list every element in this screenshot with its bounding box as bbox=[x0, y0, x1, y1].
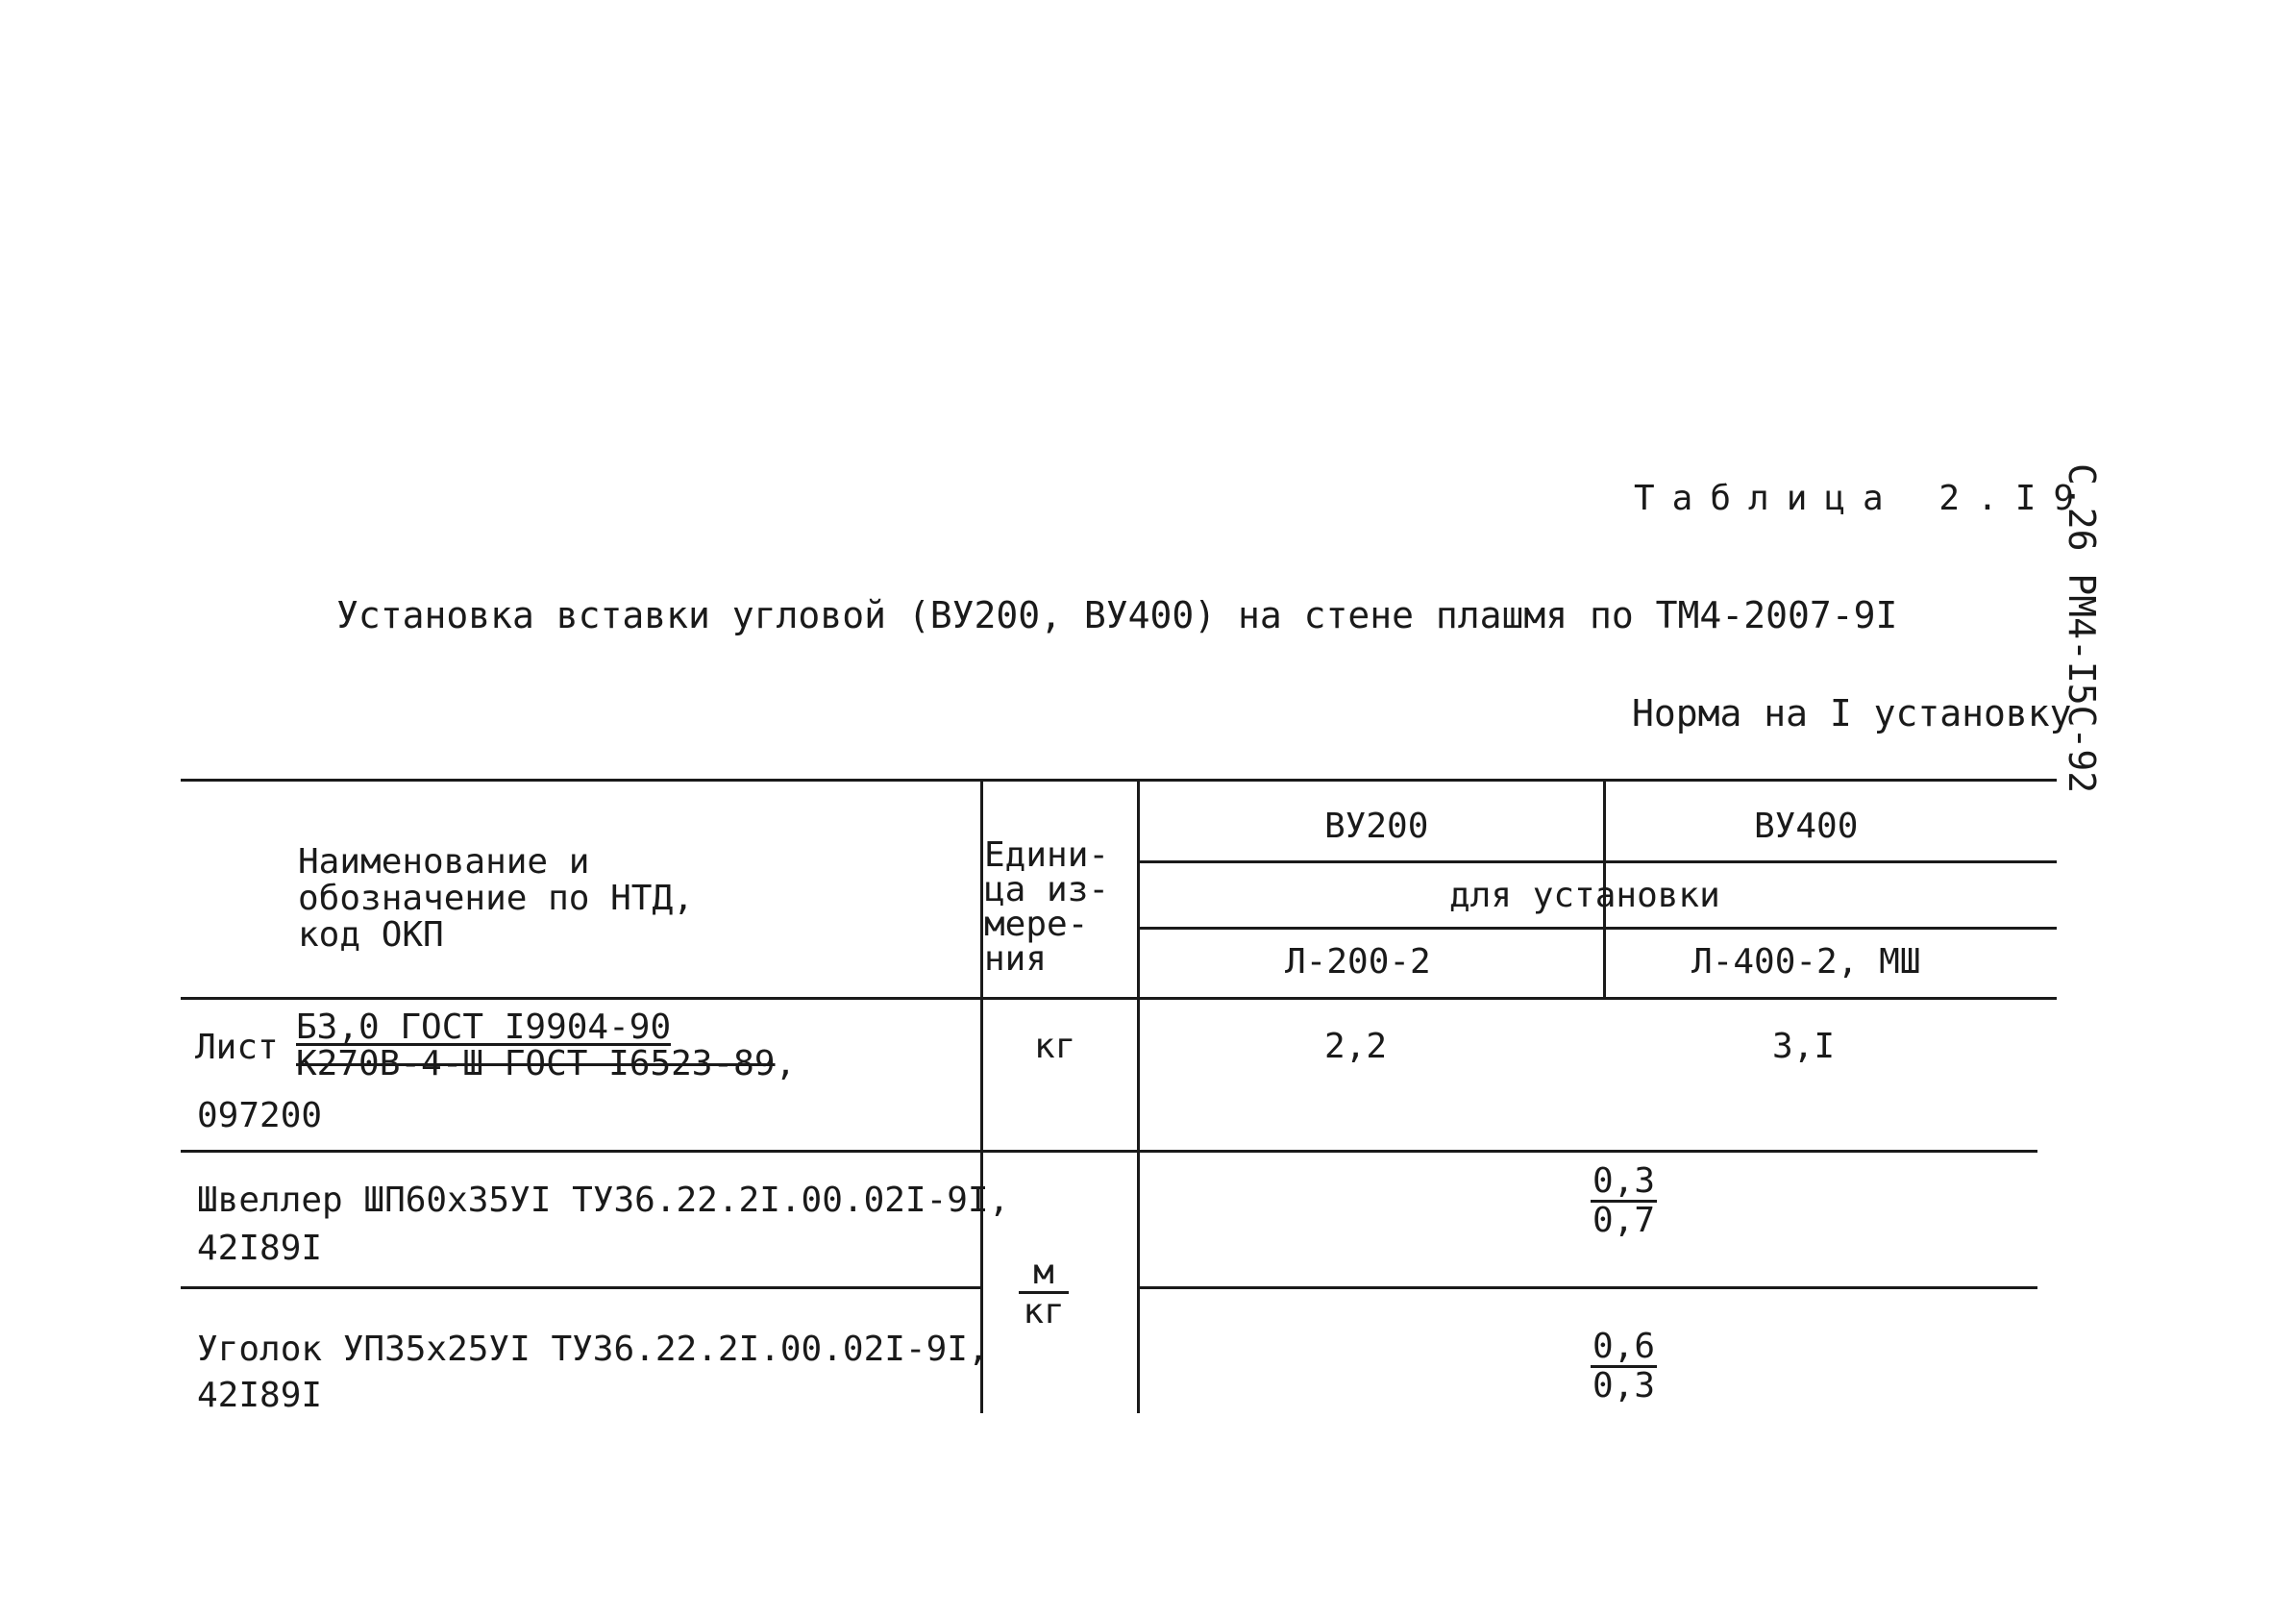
header-unit-line-4: ния bbox=[984, 939, 1048, 979]
header-name-line-3: код ОКП bbox=[298, 915, 444, 955]
row2-code: 42I89I bbox=[197, 1229, 323, 1268]
shared-unit bbox=[1019, 1255, 1069, 1331]
row3-value bbox=[1591, 1329, 1657, 1405]
row1-line-top bbox=[296, 1009, 671, 1046]
row2-value-den: 0,7 bbox=[1592, 1201, 1656, 1240]
row2-value bbox=[1591, 1163, 1657, 1239]
row2-value-num: 0,3 bbox=[1592, 1161, 1656, 1201]
norm-note: Норма на I установку bbox=[1632, 692, 2072, 734]
header-vu200: ВУ200 bbox=[1324, 807, 1429, 846]
row1-prefix: Лист bbox=[195, 1028, 279, 1067]
row1-unit: кг bbox=[1034, 1027, 1076, 1066]
row1-vu400: 3,I bbox=[1772, 1027, 1836, 1066]
header-name bbox=[298, 844, 694, 954]
row1-code: 097200 bbox=[197, 1096, 323, 1135]
header-unit-line-3: мере- bbox=[984, 905, 1089, 944]
header-l400: Л-400-2, МШ bbox=[1691, 942, 1921, 982]
shared-unit-den: кг bbox=[1023, 1292, 1065, 1331]
row2-name: Швеллер ШП60х35УI ТУ36.22.2I.00.02I-9I, bbox=[197, 1181, 1010, 1220]
header-unit bbox=[984, 835, 1110, 979]
header-unit-line-2: ца из- bbox=[984, 870, 1110, 909]
shared-unit-num: м bbox=[1019, 1255, 1069, 1294]
table-label: Таблица 2.I9 bbox=[1634, 479, 2092, 518]
header-name-line-2: обозначение по НТД, bbox=[298, 879, 694, 918]
document-code: С.26 РМ4-I5С-92 bbox=[2061, 463, 2103, 794]
table-heading: Установка вставки угловой (ВУ200, ВУ400) на стене плашмя по ТМ4-2007-9I bbox=[336, 594, 1898, 636]
row1-line-bottom-text: К270В-4-Ш ГОСТ I6523-89 bbox=[296, 1044, 776, 1083]
row1-suffix: , bbox=[775, 1044, 797, 1083]
row1-line-bottom bbox=[296, 1046, 796, 1082]
header-l200: Л-200-2 bbox=[1285, 942, 1431, 982]
row3-value-num: 0,6 bbox=[1592, 1327, 1656, 1366]
row3-value-den: 0,3 bbox=[1592, 1366, 1656, 1406]
header-name-line-1: Наименование и bbox=[298, 842, 590, 882]
header-vu400: ВУ400 bbox=[1754, 807, 1859, 846]
row1-vu200: 2,2 bbox=[1324, 1027, 1388, 1066]
row1-line-top-text: Б3,0 ГОСТ I9904-90 bbox=[296, 1008, 672, 1047]
header-for-install: для установки bbox=[1449, 876, 1720, 915]
row3-code: 42I89I bbox=[197, 1376, 323, 1415]
header-unit-line-1: Едини- bbox=[984, 835, 1110, 875]
row3-name: Уголок УП35х25УI ТУ36.22.2I.00.02I-9I, bbox=[197, 1330, 989, 1369]
